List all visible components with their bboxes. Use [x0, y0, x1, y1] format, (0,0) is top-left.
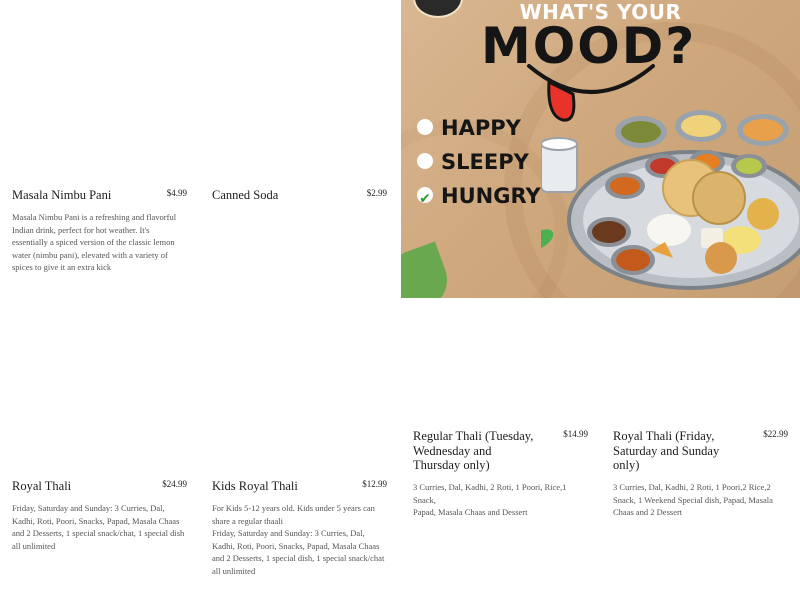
option-label: HAPPY [441, 116, 521, 140]
item-description: Friday, Saturday and Sunday: 3 Curries, Dal, Kadhi, Roti, Poori, Snacks, Papad, Masala Chaas and 2 Desserts, 1 special snack/chat, 1 special dish all unlimited [12, 503, 185, 551]
menu-item-canned-soda[interactable] [212, 188, 387, 218]
promo-banner[interactable] [401, 0, 800, 298]
menu-item-royal-thali-weekend[interactable] [613, 429, 788, 524]
item-price: $2.99 [366, 188, 387, 198]
option-label: SLEEPY [441, 150, 529, 174]
checkmark-circle-icon: ✔ [417, 187, 433, 203]
menu-item-kids-royal-thali[interactable] [212, 479, 387, 579]
item-description: 3 Curries, Dal, Kadhi, 2 Roti, 1 Poori, Rice,1 Snack, Papad, Masala Chaas and Dessert [413, 482, 567, 518]
menu-item-masala-nimbu-pani[interactable] [12, 188, 187, 278]
radio-circle-icon [417, 153, 433, 169]
item-price: $24.99 [162, 479, 187, 489]
item-description: Masala Nimbu Pani is a refreshing and flavorful Indian drink, perfect for hot weather. It's essentially a spiced version of the classic lemon water (nimbu pani), elevated with a variety of spices to give it an extra kick [12, 212, 177, 273]
item-name: Regular Thali (Tuesday, Wednesday and Thursday only) [413, 429, 534, 472]
promo-question: WHAT'S YOUR [519, 0, 682, 24]
promo-headline: MOOD? [481, 17, 697, 75]
item-price: $22.99 [763, 429, 788, 439]
menu-item-regular-thali[interactable] [413, 429, 588, 518]
mood-option-sleepy [417, 150, 529, 174]
mood-option-happy [417, 116, 521, 140]
item-name: Kids Royal Thali [212, 479, 298, 493]
item-price: $14.99 [563, 429, 588, 439]
item-name: Royal Thali [12, 479, 72, 493]
item-price: $12.99 [362, 479, 387, 489]
item-description: 3 Curries, Dal, Kadhi, 2 Roti, 1 Poori,2 Rice,2 Snack, 1 Weekend Special dish, Papad, Masala Chaas and 2 Dessert [613, 482, 773, 518]
item-name: Canned Soda [212, 188, 279, 202]
mood-option-hungry [417, 184, 541, 208]
option-label: HUNGRY [441, 184, 541, 208]
item-price: $4.99 [166, 188, 187, 198]
item-name: Masala Nimbu Pani [12, 188, 112, 202]
thali-platter-image [541, 110, 800, 290]
radio-circle-icon [417, 119, 433, 135]
item-description: For Kids 5-12 years old. Kids under 5 years can share a regular thaali Friday, Saturday and Sunday: 3 Curries, Dal, Kadhi, Roti, Poori, Snacks, Papad, Masala Chaas and 2 Desserts, 1 special dish, 1 special snack/chat all unlimited [212, 503, 385, 576]
menu-item-royal-thali[interactable] [12, 479, 187, 559]
item-name: Royal Thali (Friday, Saturday and Sunday only) [613, 429, 720, 472]
